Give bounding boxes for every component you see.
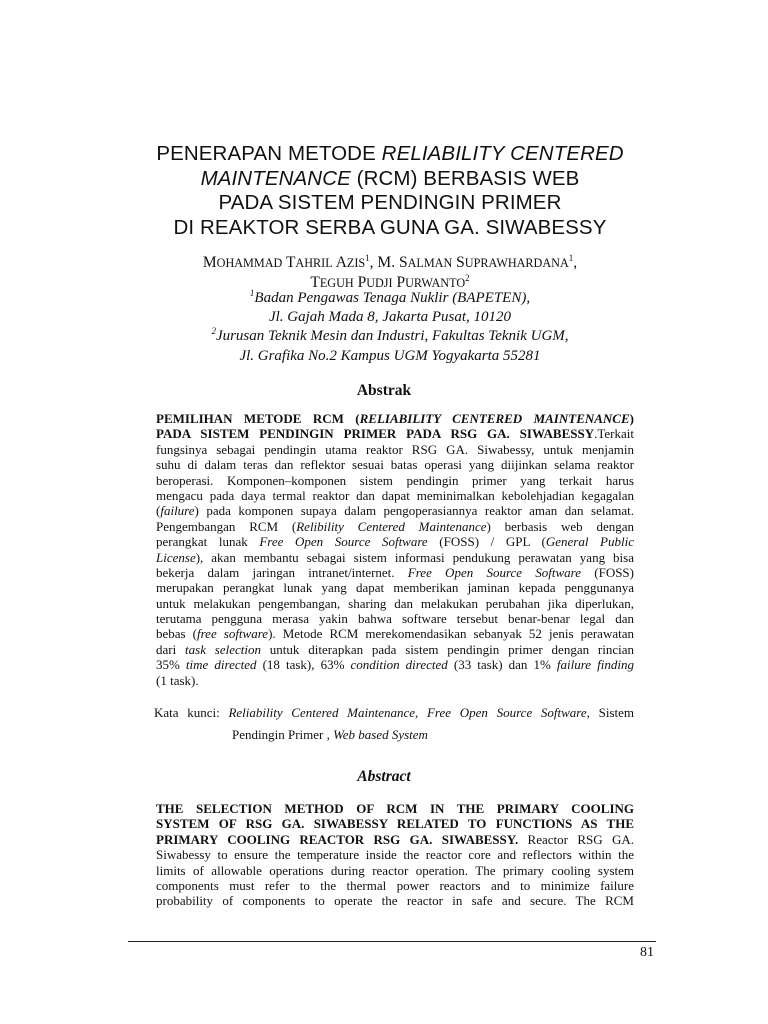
author-text: A [335, 254, 347, 271]
body-text: ( [156, 503, 161, 519]
bold-text: ) [629, 411, 634, 426]
abstract-line: probability of components to operate the reactor in safe and secure. The RCM [156, 893, 634, 909]
abstrak-line [156, 411, 634, 426]
affiliation-text: Badan Pengawas Tenaga Nuklir (BAPETEN), [254, 290, 531, 306]
keywords-line [154, 724, 634, 746]
author-list [100, 253, 680, 293]
italic-text: License [156, 549, 196, 565]
author-2 [399, 254, 573, 271]
paper-title [100, 142, 680, 240]
affiliation-marker: 2 [211, 326, 216, 337]
affiliation-line [100, 327, 680, 346]
italic-text: Free Open Source Software [426, 705, 587, 720]
author-1 [203, 254, 370, 271]
body-text: Reactor RSG GA. [518, 831, 634, 847]
keywords-line [154, 702, 634, 724]
affiliation-line [100, 289, 680, 308]
italic-text: failure finding [556, 657, 634, 673]
italic-text: Free Open Source Software [259, 534, 428, 550]
bold-text: PADA SISTEM PENDINGIN PRIMER PADA RSG GA. SIWABESSY [156, 426, 595, 442]
italic-text: Reliability Centered Maintenance [228, 705, 416, 720]
abstrak-line [156, 534, 634, 549]
page-number: 81 [640, 945, 654, 960]
body-text: bebas ( [156, 626, 197, 642]
body-text: untuk diterapkan pada sistem pendingin primer dengan rincian [261, 641, 634, 657]
abstract-body [156, 801, 634, 909]
abstrak-line: merupakan perangkat lunak yang dapat memberikan jaminan kepada penggunanya [156, 580, 634, 596]
affiliation-marker: 1 [365, 252, 370, 263]
abstrak-line [156, 565, 634, 580]
author-text: UPRAWHARDANA [464, 256, 569, 270]
body-text: bekerja dalam jaringan intranet/internet. [156, 564, 408, 580]
author-text: P [396, 274, 406, 291]
abstrak-line [156, 519, 634, 534]
italic-text: condition directed [350, 657, 448, 673]
body-text: ) pada komponen supaya dalam pengoperasiannya reaktor aman dan selamat. [194, 503, 634, 519]
title-italic-text: RELIABILITY CENTERED [381, 142, 624, 165]
body-text: 35% [156, 657, 186, 673]
affiliation-marker: 2 [465, 272, 470, 283]
abstrak-line: (1 task). [156, 672, 199, 688]
author-text: URWANTO [405, 276, 466, 290]
abstrak-line [156, 626, 634, 641]
italic-text: Relibility Centered Maintenance [296, 518, 487, 534]
italic-text: time directed [185, 657, 257, 673]
body-text: perangkat lunak [156, 534, 260, 550]
affiliation-line: Jl. Grafika No.2 Kampus UGM Yogyakarta 55281 [239, 347, 541, 364]
abstrak-line: terutama pengguna merasa yakin bahwa software tersebut benar-benar legal dan [156, 611, 634, 627]
abstract-line: components must refer to the thermal power reactors and to minimize failure [156, 877, 634, 893]
author-text: P [357, 274, 367, 291]
author-text: OHAMMAD [216, 256, 283, 270]
abstract-line: SYSTEM OF RSG GA. SIWABESSY RELATED TO FUNCTIONS AS THE [156, 816, 634, 832]
italic-text: free software [196, 626, 269, 642]
abstrak-line [156, 503, 634, 518]
abstrak-heading: Abstrak [356, 382, 412, 399]
bold-text: PEMILIHAN METODE RCM ( [156, 411, 360, 426]
author-separator: , [573, 254, 578, 271]
keywords-label: Kata kunci: [154, 705, 229, 720]
affiliation-text: Jurusan Teknik Mesin dan Industri, Fakultas Teknik UGM, [215, 328, 569, 345]
affiliations [100, 289, 680, 366]
author-text: S [398, 254, 408, 271]
affiliation-marker: 1 [249, 288, 255, 298]
body-text: (18 task), 63% [256, 657, 351, 673]
body-text: Pendingin Primer , [232, 727, 334, 742]
keywords [154, 702, 634, 746]
abstrak-line: suhu di dalam teras dan reflektor sesuai batas operasi yang diijinkan selama reaktor [156, 457, 634, 473]
title-text: (RCM) BERBASIS WEB [350, 166, 580, 190]
footer-rule [128, 941, 656, 942]
body-text: (33 task) dan 1% [447, 657, 557, 673]
author-text: UDJI [366, 276, 393, 290]
bold-text: PRIMARY COOLING REACTOR RSG GA. SIWABESSY. [156, 831, 519, 847]
abstrak-line: beroperasi. Komponen–komponen sistem pendingin primer yang terkait harus [156, 472, 634, 488]
abstrak-line: fungsinya sebagai pendingin utama reaktor RSG GA. Siwabessy, untuk menjamin [156, 441, 634, 457]
italic-text: Web based System [333, 727, 428, 742]
title-line [100, 142, 680, 167]
body-text: (FOSS) [581, 564, 634, 580]
author-text: M [202, 254, 217, 271]
abstract-heading: Abstract [357, 768, 411, 785]
body-text: ). Metode RCM merekomendasikan sebanyak 52 jenis perawatan [268, 626, 634, 642]
author-separator: , M. [369, 254, 399, 271]
body-text: , [415, 705, 427, 720]
body-text: ), akan membantu sebagai sistem informasi pendukung perawatan yang bisa [195, 549, 634, 565]
title-line [100, 167, 680, 192]
body-text: (FOSS) / GPL ( [427, 534, 546, 550]
abstrak-line [156, 642, 634, 657]
affiliation-marker: 1 [568, 252, 574, 263]
title-line: DI REAKTOR SERBA GUNA GA. SIWABESSY [173, 215, 607, 239]
body-text: Pengembangan RCM ( [156, 518, 297, 534]
abstrak-line: untuk melakukan pengembangan, sharing dan melakukan perubahan jika diperlukan, [156, 595, 634, 611]
abstrak-body [156, 411, 634, 688]
author-text: EGUH [319, 276, 354, 290]
body-text: dari [156, 641, 186, 657]
abstrak-line [156, 426, 634, 441]
italic-text: Free Open Source Software [407, 564, 582, 580]
author-text: T [285, 254, 296, 271]
title-italic-text: MAINTENANCE [200, 166, 351, 190]
affiliation-line: Jl. Gajah Mada 8, Jakarta Pusat, 10120 [268, 309, 512, 326]
italic-text: General Public [545, 534, 634, 550]
bold-italic-text: RELIABILITY CENTERED MAINTENANCE [359, 411, 630, 426]
abstract-line: Siwabessy to ensure the temperature inside the reactor core and reflectors within the [156, 847, 634, 863]
author-text: T [310, 274, 320, 291]
body-text: .Terkait [594, 426, 634, 442]
abstrak-line [156, 657, 634, 672]
author-text: ALMAN [407, 256, 453, 270]
abstrak-line [156, 550, 634, 565]
abstrak-line: mengacu pada daya termal reaktor dan dapat meminimalkan kebolehjadian kegagalan [156, 487, 634, 503]
author-text: S [456, 254, 465, 271]
author-text: ZIS [346, 256, 366, 270]
title-text: PENERAPAN METODE [156, 142, 382, 165]
body-text: ) berbasis web dengan [486, 518, 634, 534]
abstract-line [156, 832, 634, 847]
title-line: PADA SISTEM PENDINGIN PRIMER [218, 191, 562, 214]
body-text: , Sistem [586, 705, 634, 720]
abstract-line: limits of allowable operations during reactor operation. The primary cooling system [156, 862, 634, 878]
author-text: AHRIL [295, 256, 333, 270]
italic-text: task selection [185, 641, 261, 657]
italic-text: failure [160, 503, 195, 519]
abstract-line: THE SELECTION METHOD OF RCM IN THE PRIMARY COOLING [156, 801, 634, 816]
